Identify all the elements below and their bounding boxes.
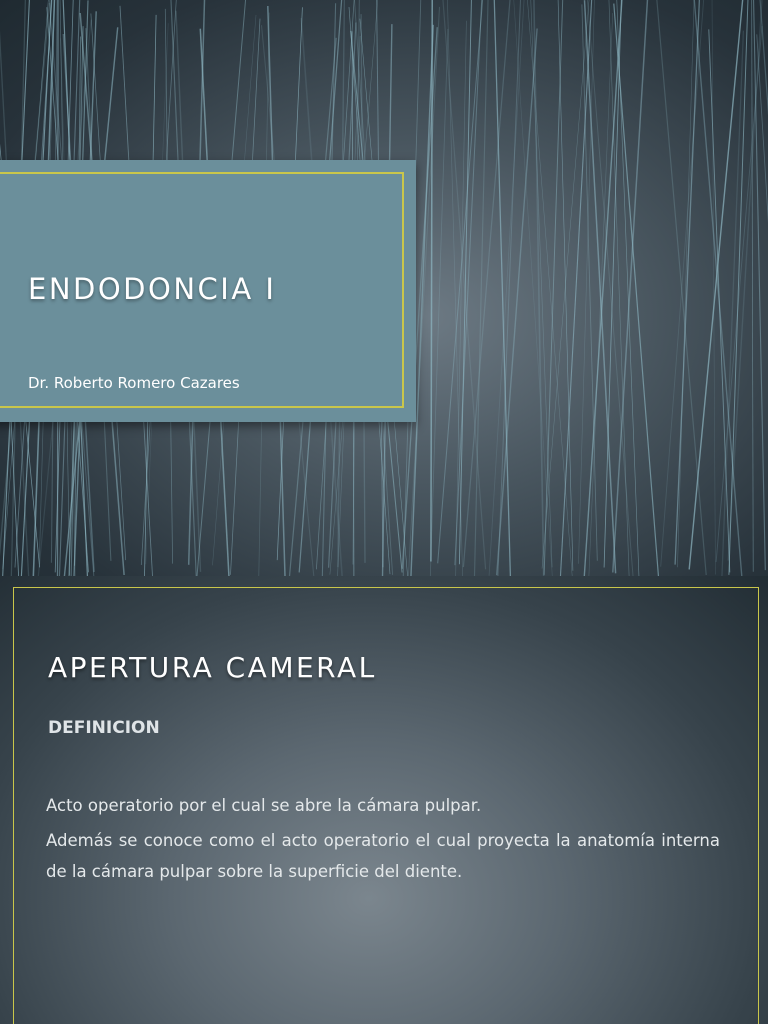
- background-streak-line: [757, 34, 768, 567]
- background-streak-line: [694, 0, 743, 576]
- background-streak-line: [585, 0, 616, 573]
- background-streak-line: [455, 0, 482, 565]
- background-streak-line: [588, 13, 612, 576]
- background-streak-line: [656, 0, 706, 575]
- presentation-title: ENDODONCIA I: [28, 272, 277, 306]
- slide-heading: APERTURA CAMERAL: [48, 651, 377, 684]
- background-streak-line: [614, 4, 660, 576]
- background-streak-line: [752, 0, 754, 572]
- background-streak-line: [613, 0, 648, 573]
- section-label: DEFINICION: [48, 718, 160, 738]
- title-panel: [0, 160, 416, 422]
- background-streak-line: [440, 0, 486, 569]
- background-streak-line: [430, 29, 448, 576]
- background-streak-line: [753, 0, 765, 570]
- definition-body: [46, 790, 720, 891]
- background-streak-line: [489, 0, 525, 576]
- background-streak-line: [712, 0, 716, 575]
- content-slide: [0, 576, 768, 1024]
- background-streak-line: [709, 29, 730, 572]
- background-streak-line: [447, 0, 463, 576]
- background-streak-line: [494, 0, 511, 576]
- background-streak-line: [678, 0, 695, 567]
- definition-paragraph-2: Además se conoce como el acto operatorio el cual proyecta la anatomía interna de la cámara pulpar sobre la superficie del diente.: [46, 831, 720, 881]
- presentation-author: Dr. Roberto Romero Cazares: [28, 374, 240, 392]
- background-streak-line: [544, 0, 564, 575]
- background-streak-line: [533, 0, 544, 576]
- definition-paragraph-1: Acto operatorio por el cual se abre la cámara pulpar.: [46, 796, 482, 815]
